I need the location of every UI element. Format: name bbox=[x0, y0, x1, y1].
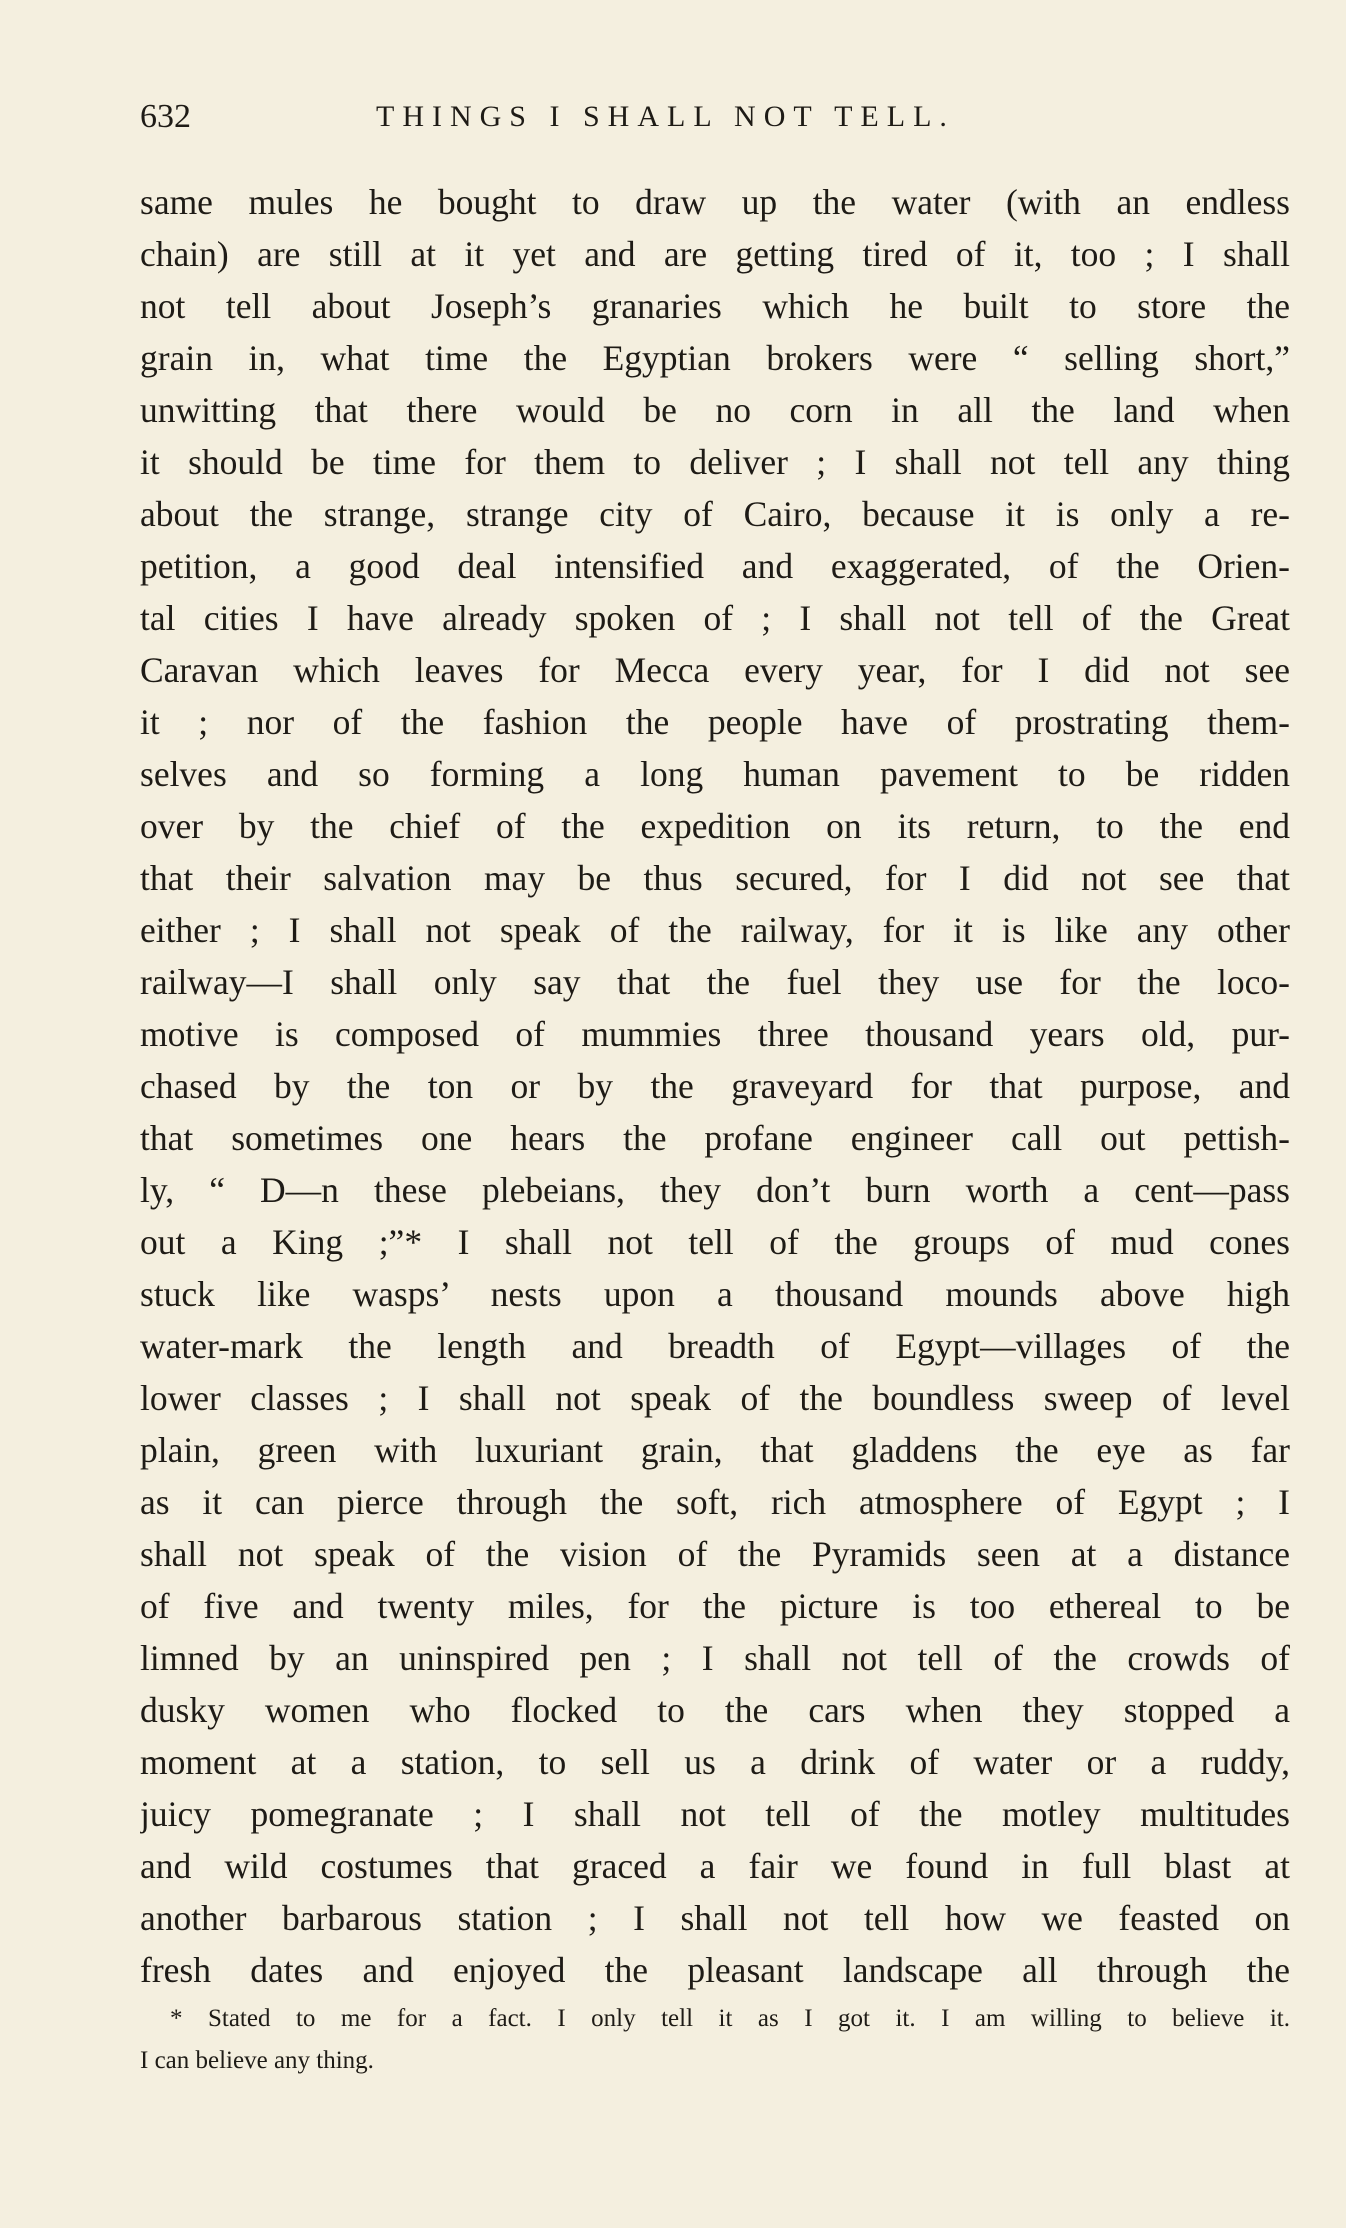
body-line: same mules he bought to draw up the water (with an endless bbox=[140, 182, 1290, 222]
body-line: railway—I shall only say that the fuel they use for the loco- bbox=[140, 962, 1290, 1002]
page-number: 632 bbox=[140, 98, 191, 135]
body-line: grain in, what time the Egyptian brokers were “ selling short,” bbox=[140, 338, 1290, 378]
body-line: tal cities I have already spoken of ; I shall not tell of the Great bbox=[140, 598, 1290, 638]
body-line: chased by the ton or by the graveyard for that purpose, and bbox=[140, 1066, 1290, 1106]
body-line: chain) are still at it yet and are getting tired of it, too ; I shall bbox=[140, 234, 1290, 274]
body-line: plain, green with luxuriant grain, that gladdens the eye as far bbox=[140, 1430, 1290, 1470]
page-header bbox=[140, 95, 1290, 139]
body-text bbox=[140, 176, 1290, 1996]
body-line: it ; nor of the fashion the people have of prostrating them- bbox=[140, 702, 1290, 742]
body-line: about the strange, strange city of Cairo, because it is only a re- bbox=[140, 494, 1290, 534]
body-line: petition, a good deal intensified and exaggerated, of the Orien- bbox=[140, 546, 1290, 586]
body-line: that sometimes one hears the profane engineer call out pettish- bbox=[140, 1118, 1290, 1158]
body-line: dusky women who flocked to the cars when they stopped a bbox=[140, 1690, 1290, 1730]
body-line: moment at a station, to sell us a drink of water or a ruddy, bbox=[140, 1742, 1290, 1782]
body-line: selves and so forming a long human pavement to be ridden bbox=[140, 754, 1290, 794]
body-line: motive is composed of mummies three thousand years old, pur- bbox=[140, 1014, 1290, 1054]
body-line: over by the chief of the expedition on its return, to the end bbox=[140, 806, 1290, 846]
body-line: as it can pierce through the soft, rich atmosphere of Egypt ; I bbox=[140, 1482, 1290, 1522]
body-line: that their salvation may be thus secured, for I did not see that bbox=[140, 858, 1290, 898]
body-line: it should be time for them to deliver ; I shall not tell any thing bbox=[140, 442, 1290, 482]
footnote-line: I can believe any thing. bbox=[140, 2047, 374, 2074]
body-line: out a King ;”* I shall not tell of the groups of mud cones bbox=[140, 1222, 1290, 1262]
body-line: lower classes ; I shall not speak of the boundless sweep of level bbox=[140, 1378, 1290, 1418]
body-line: limned by an uninspired pen ; I shall not tell of the crowds of bbox=[140, 1638, 1290, 1678]
running-title: THINGS I SHALL NOT TELL. bbox=[376, 100, 955, 133]
body-line: unwitting that there would be no corn in all the land when bbox=[140, 390, 1290, 430]
body-line: stuck like wasps’ nests upon a thousand mounds above high bbox=[140, 1274, 1290, 1314]
body-line: either ; I shall not speak of the railway, for it is like any other bbox=[140, 910, 1290, 950]
body-line: Caravan which leaves for Mecca every year, for I did not see bbox=[140, 650, 1290, 690]
body-line: shall not speak of the vision of the Pyramids seen at a distance bbox=[140, 1534, 1290, 1574]
body-line: juicy pomegranate ; I shall not tell of the motley multitudes bbox=[140, 1794, 1290, 1834]
body-line: fresh dates and enjoyed the pleasant landscape all through the bbox=[140, 1950, 1290, 1990]
footnote bbox=[140, 1998, 1290, 2082]
body-line: water-mark the length and breadth of Egypt—villages of the bbox=[140, 1326, 1290, 1366]
body-line: ly, “ D—n these plebeians, they don’t burn worth a cent—pass bbox=[140, 1170, 1290, 1210]
body-line: not tell about Joseph’s granaries which he built to store the bbox=[140, 286, 1290, 326]
body-line: another barbarous station ; I shall not tell how we feasted on bbox=[140, 1898, 1290, 1938]
body-line: and wild costumes that graced a fair we found in full blast at bbox=[140, 1846, 1290, 1886]
footnote-line: * Stated to me for a fact. I only tell it as I got it. I am willing to believe it. bbox=[170, 2005, 1290, 2032]
body-line: of five and twenty miles, for the picture is too ethereal to be bbox=[140, 1586, 1290, 1626]
